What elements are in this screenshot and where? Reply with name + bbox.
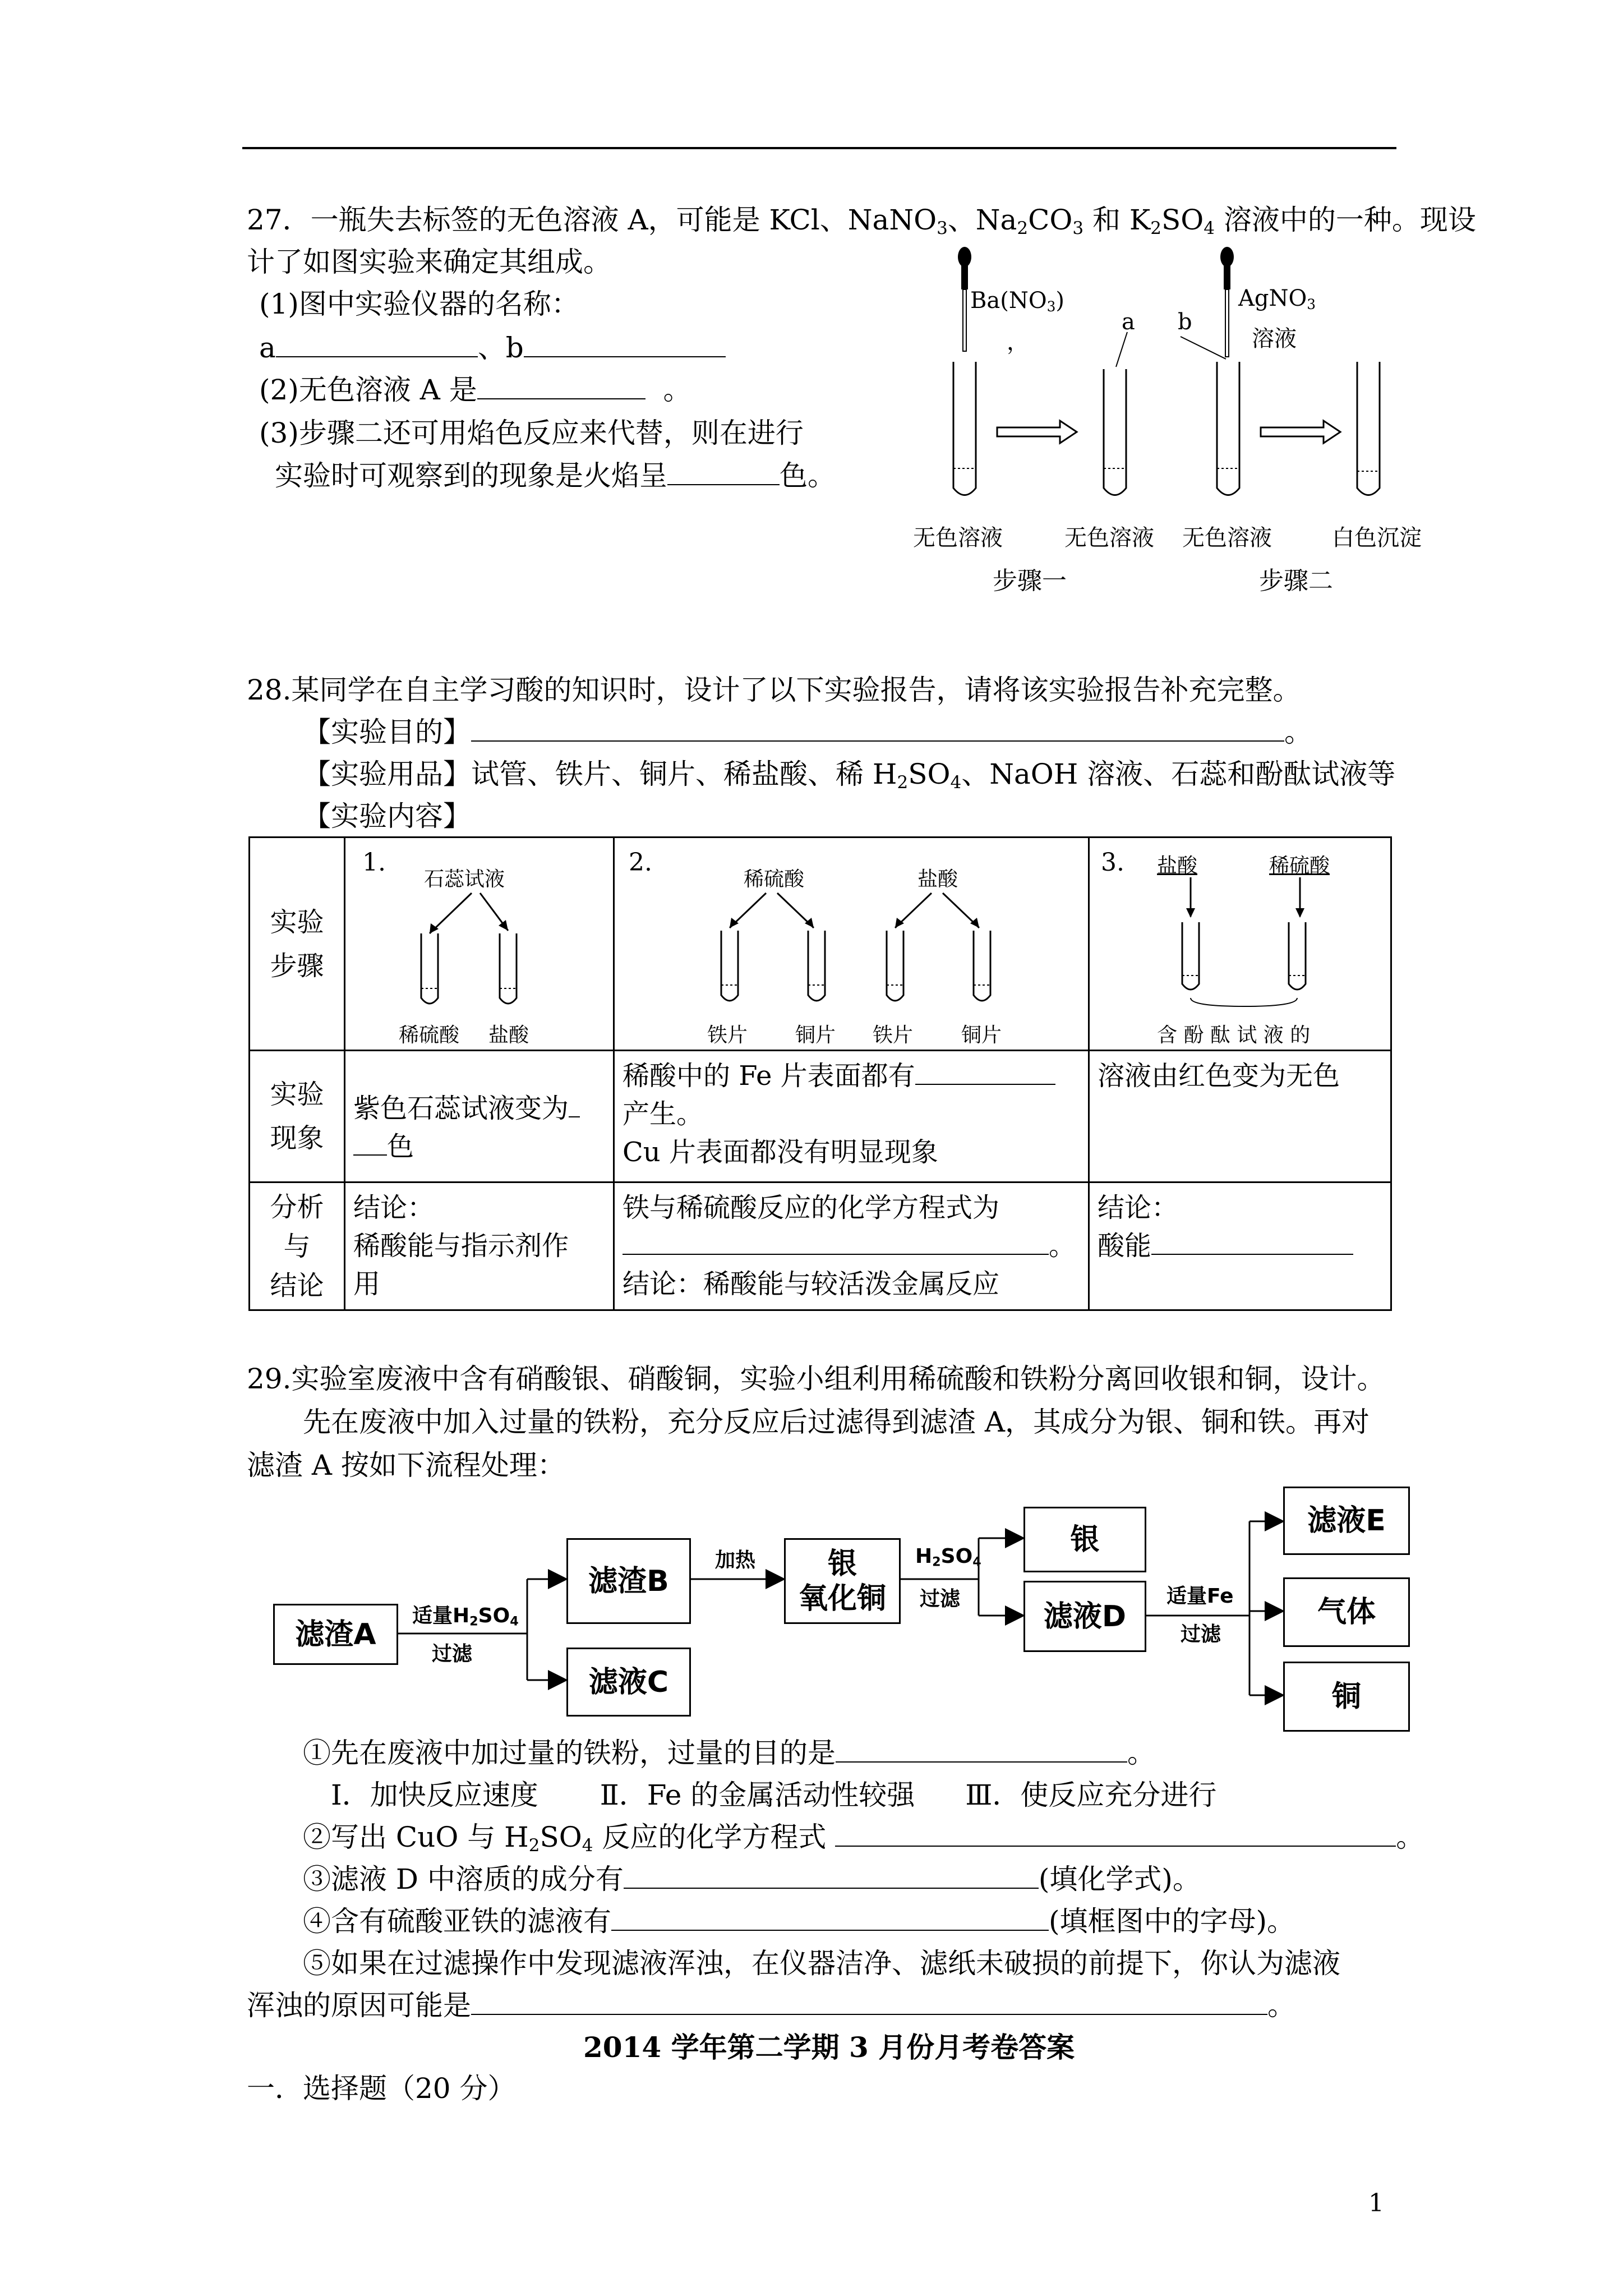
box-residue-b: 滤渣B [566, 1538, 691, 1624]
filtrate-d-solute-field[interactable] [624, 1863, 1039, 1889]
conclusion-cell-2: 铁与稀硫酸反应的化学方程式为 。 结论：稀酸能与较活泼金属反应 [614, 1182, 1089, 1310]
q29-q5-line2: 浑浊的原因可能是 。 [247, 1989, 1295, 2022]
q27-sub1: (1)图中实验仪器的名称： [259, 288, 579, 320]
step1-label: 步骤一 [993, 567, 1067, 595]
label-filter-3: 过滤 [1181, 1623, 1221, 1646]
label-a: a [1122, 309, 1135, 335]
box-gas: 气体 [1283, 1577, 1410, 1647]
q29-q3: ③滤液 D 中溶质的成分有 (填化学式)。 [303, 1863, 1201, 1895]
q29-para-line2: 滤渣 A 按如下流程处理： [247, 1449, 565, 1481]
phenomena-cell-2: 稀酸中的 Fe 片表面都有 产生。 Cu 片表面都没有明显现象 [614, 1051, 1089, 1182]
label-filter-2: 过滤 [920, 1588, 961, 1611]
reagent-comma: ， [1007, 329, 1029, 355]
label-h2so4: $H_2SO_4$ [915, 1545, 981, 1570]
q27-stem-line2: 计了如图实验来确定其组成。 [247, 246, 611, 278]
row-header-phenomena: 实验 现象 [250, 1051, 345, 1182]
q27-blanks-ab: a 、b [259, 331, 726, 365]
reagent-agno3-solution: 溶液 [1252, 326, 1297, 352]
box-residue-a: 滤渣A [273, 1604, 398, 1665]
q27-stem-line1: 27．一瓶失去标签的无色溶液 A，可能是 KCl、NaNO$_3$、$Na_2CO_3$ 和 $K_2SO_4$ 溶液中的一种。现设 [247, 204, 1476, 238]
phenomena-cell-1: 紫色石蕊试液变为 色 [345, 1051, 614, 1182]
box-filtrate-c: 滤液C [566, 1648, 691, 1717]
cuo-equation-field[interactable] [835, 1821, 1396, 1847]
conclusion-cell-3: 结论： 酸能 [1089, 1182, 1391, 1310]
option-2: Ⅱ．Fe 的金属活动性较强 [600, 1779, 915, 1811]
box-filtrate-d: 滤液D [1023, 1581, 1146, 1652]
q27-sub3-line2: 实验时可观察到的现象是火焰呈 色。 [275, 459, 836, 492]
q27-sub2: (2)无色溶液 A 是 。 [259, 374, 691, 406]
reagent-ba-no3: $Ba(NO_3)$ [970, 288, 1065, 315]
row-header-steps: 实验 步骤 [250, 838, 345, 1051]
tube-label-2: 无色溶液 [1064, 525, 1154, 551]
label-heat: 加热 [715, 1549, 756, 1572]
q28-content-label: 【实验内容】 [303, 800, 471, 832]
step2-label: 步骤二 [1259, 567, 1333, 595]
answer-title: 2014 学年第二学期 3 月份月考卷答案 [583, 2031, 1075, 2064]
row-header-conclusions: 分析 与 结论 [250, 1182, 345, 1310]
box-copper: 铜 [1283, 1662, 1410, 1732]
turbid-reason-field[interactable] [471, 1989, 1267, 2015]
q29-q4: ④含有硫酸亚铁的滤液有 (填框图中的字母)。 [303, 1905, 1295, 1938]
steps-cell-1: 1. 石蕊试液 稀硫酸 盐酸 [345, 838, 614, 1051]
tube-label-1: 无色溶液 [913, 525, 1003, 551]
q29-para-line1: 先在废液中加入过量的铁粉，充分反应后过滤得到滤渣 A，其成分为银、铜和铁。再对 [303, 1406, 1370, 1438]
conclusion-cell-1: 结论： 稀酸能与指示剂作 用 [345, 1182, 614, 1310]
label-h2so4-amount: 适量$H_2SO_4$ [412, 1604, 519, 1629]
label-b: b [1178, 309, 1192, 335]
steps-cell-3: 3. 盐酸 稀硫酸 含 酚 酞 试 液 的 [1089, 838, 1391, 1051]
phenomena-cell-3: 溶液由红色变为无色 [1089, 1051, 1391, 1182]
label-filter-1: 过滤 [432, 1642, 473, 1665]
tube-label-3: 无色溶液 [1182, 525, 1272, 551]
q28-stem: 28.某同学在自主学习酸的知识时，设计了以下实验报告，请将该实验报告补充完整。 [247, 674, 1301, 706]
q27-sub3-line1: (3)步骤二还可用焰色反应来代替，则在进行 [259, 417, 804, 449]
option-1: I．加快反应速度 [331, 1779, 538, 1811]
steps-cell-2: 2. 稀硫酸 盐酸 铁片 铜片 铁片 铜片 [614, 838, 1089, 1051]
option-3: Ⅲ．使反应充分进行 [965, 1779, 1217, 1811]
box-ag-cuo: 银 氧化铜 [784, 1538, 901, 1624]
q28-purpose: 【实验目的】 。 [303, 716, 1312, 748]
tube-label-4: 白色沉淀 [1332, 525, 1422, 551]
feso4-filtrate-field[interactable] [611, 1905, 1049, 1931]
q28-materials: 【实验用品】试管、铁片、铜片、稀盐酸、稀 $H_2SO_4$、NaOH 溶液、石蕊和酚酞试液等 [303, 758, 1396, 793]
q29-q1: ①先在废液中加过量的铁粉，过量的目的是 。 [303, 1737, 1155, 1769]
q29-q5-line1: ⑤如果在过滤操作中发现滤液浑浊，在仪器洁净、滤纸未破损的前提下，你认为滤液 [303, 1947, 1340, 1980]
q29-q2: ②写出 CuO 与 $H_2SO_4$ 反应的化学方程式 。 [303, 1821, 1424, 1856]
section-1-title: 一．选择题（20 分） [247, 2072, 516, 2105]
purpose-excess-fe-field[interactable] [836, 1737, 1127, 1763]
label-fe-amount: 适量Fe [1166, 1585, 1234, 1608]
box-silver: 银 [1023, 1507, 1146, 1572]
q29-stem: 29.实验室废液中含有硝酸银、硝酸铜，实验小组利用稀硫酸和铁粉分离回收银和铜，设计。 [247, 1363, 1385, 1395]
reagent-agno3: AgNO$_3$ [1238, 286, 1316, 313]
page-number: 1 [1368, 2189, 1384, 2217]
q29-options [331, 1778, 1216, 1812]
box-filtrate-e: 滤液E [1283, 1487, 1410, 1555]
